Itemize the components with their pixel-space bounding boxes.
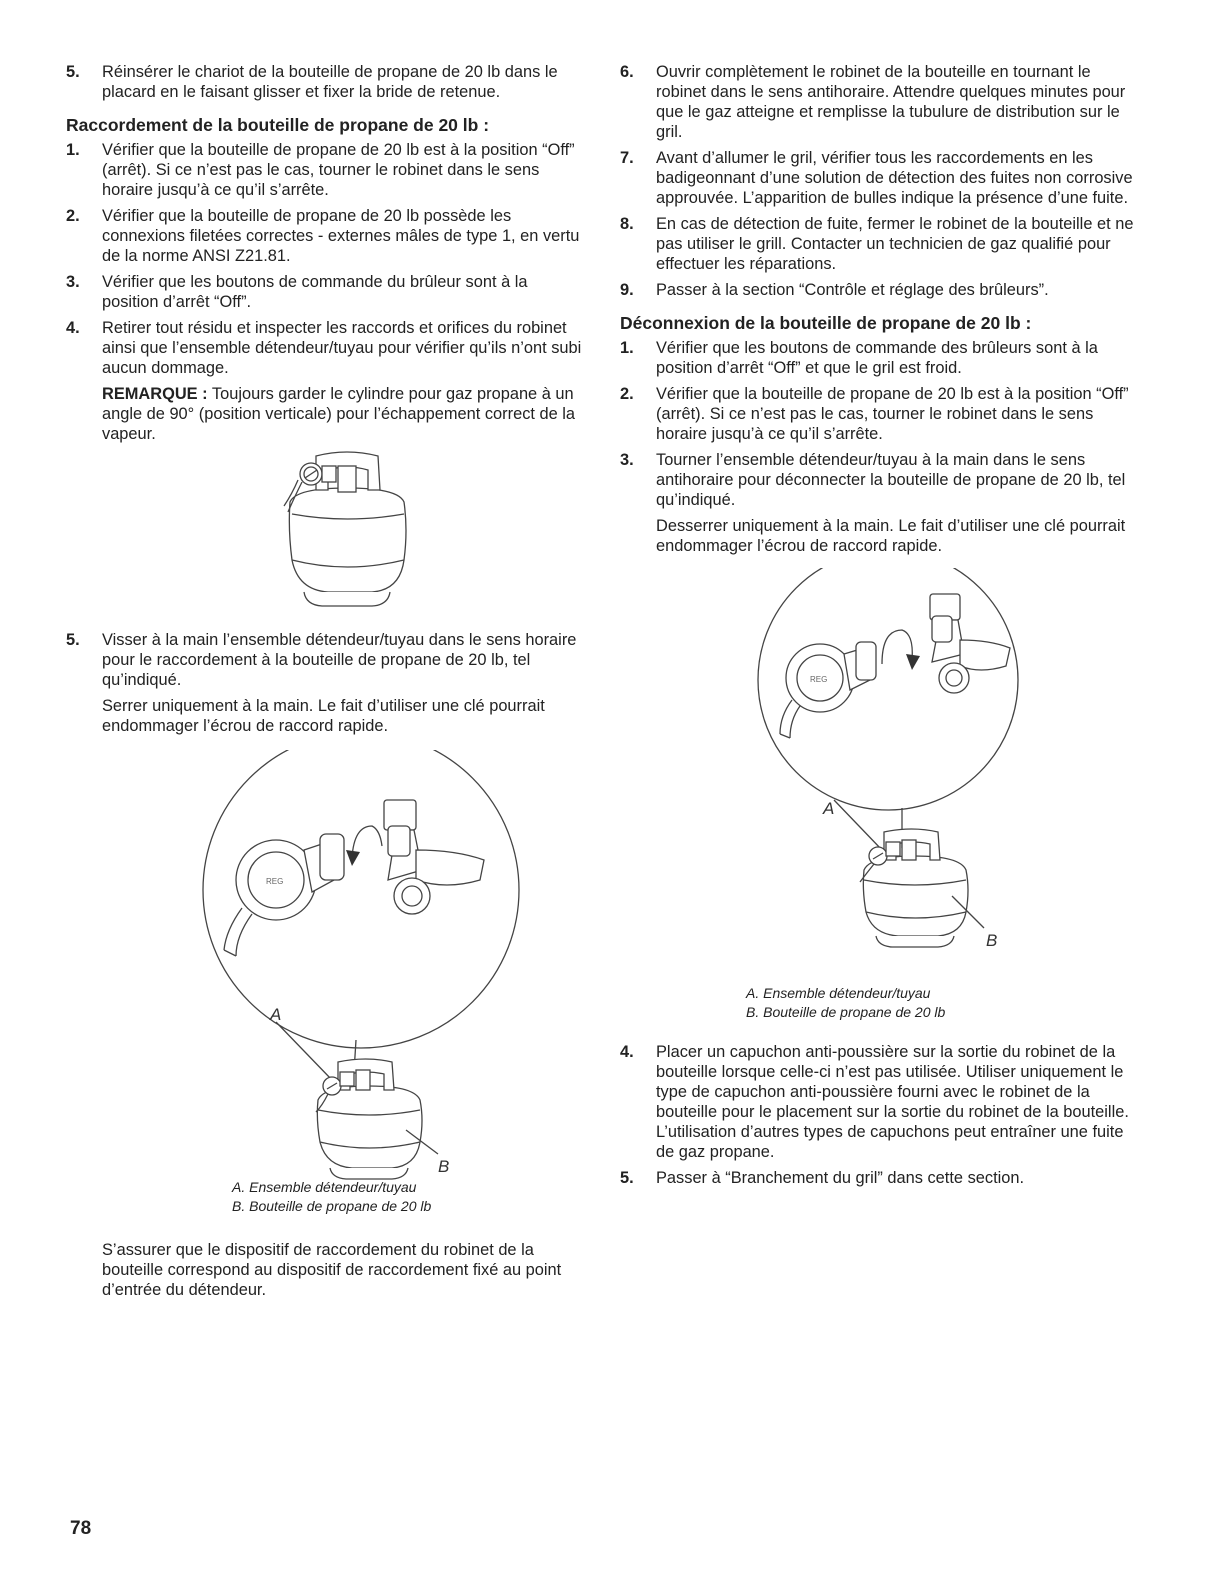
caption-a: A. Ensemble détendeur/tuyau: [746, 985, 931, 1001]
note-label: REMARQUE :: [102, 385, 208, 403]
disconnection-illustration: [620, 568, 1140, 988]
section-heading-disconnection: Déconnexion de la bouteille de propane de 20 lb :: [620, 313, 1032, 333]
step-number: 7.: [620, 149, 634, 167]
regulator-connection-icon: [66, 750, 586, 1180]
step-number: 3.: [620, 451, 634, 469]
list-item: [66, 206, 586, 266]
label-a: A: [823, 799, 835, 818]
step-number: 1.: [620, 339, 634, 357]
step-text: Visser à la main l’ensemble détendeur/tuyau dans le sens horaire pour le raccordement à la bouteille de propane de 20 lb, tel qu’indiqué.: [102, 631, 577, 689]
section-heading-connection: Raccordement de la bouteille de propane de 20 lb :: [66, 115, 490, 135]
list-item: [620, 384, 1140, 444]
caption-b: B. Bouteille de propane de 20 lb: [746, 1004, 946, 1020]
step-number: 4.: [620, 1043, 634, 1061]
connection-illustration: [66, 750, 586, 1180]
step-text: Avant d’allumer le gril, vérifier tous les raccordements en les badigeonnant d’une solution de détection des fuites non corrosive approuvée. L’apparition de bulles indique la présence d’une fuite.: [656, 149, 1133, 207]
step-text: Vérifier que la bouteille de propane de 20 lb possède les connexions filetées correctes - externes mâles de type 1, en vertu de la norme ANSI Z21.81.: [102, 207, 580, 265]
step-5-subtext: Serrer uniquement à la main. Le fait d’utiliser une clé pourrait endommager l’écrou de raccord rapide.: [102, 697, 545, 735]
svg-text:REG: REG: [266, 877, 284, 886]
step-5-connect: [66, 630, 586, 690]
list-item: [66, 140, 586, 200]
list-item: [66, 272, 586, 312]
list-item: [620, 1168, 1140, 1188]
list-item: [620, 338, 1140, 378]
step-number: 5.: [66, 631, 80, 649]
list-item: [620, 280, 1140, 300]
step-number: 8.: [620, 215, 634, 233]
step-text: Placer un capuchon anti-poussière sur la sortie du robinet de la bouteille lorsque celle-ci n’est pas utilisée. Utiliser uniquement le type de capuchon anti-poussière fourni avec le robinet de la bouteille pour le placement sur la sortie du robinet de la bouteille. L’utilisation d’autres types de capuchons peut entraîner une fuite de gaz propane.: [656, 1043, 1129, 1161]
step-number: 1.: [66, 141, 80, 159]
step-number: 5.: [66, 63, 80, 81]
propane-tank-icon: [66, 450, 586, 620]
caption-b: B. Bouteille de propane de 20 lb: [232, 1198, 432, 1214]
step-number: 9.: [620, 281, 634, 299]
label-a: A: [270, 1005, 282, 1024]
regulator-disconnection-icon: [620, 568, 1140, 988]
right-column: [620, 62, 1140, 1194]
step-text: Tourner l’ensemble détendeur/tuyau à la main dans le sens antihoraire pour déconnecter la bouteille de propane de 20 lb, tel qu’indiqué.: [656, 451, 1126, 509]
step-number: 4.: [66, 319, 80, 337]
page-number: 78: [70, 1518, 92, 1539]
step-text: En cas de détection de fuite, fermer le robinet de la bouteille et ne pas utiliser le grill. Contacter un technicien de gaz qualifié pour effectuer les réparations.: [656, 215, 1134, 273]
step-5-reinsert: [66, 62, 586, 102]
step-number: 2.: [66, 207, 80, 225]
caption-a: A. Ensemble détendeur/tuyau: [232, 1179, 417, 1195]
step-text: Vérifier que les boutons de commande du brûleur sont à la position d’arrêt “Off”.: [102, 273, 528, 311]
step-3-subtext: Desserrer uniquement à la main. Le fait d’utiliser une clé pourrait endommager l’écrou de raccord rapide.: [656, 517, 1126, 555]
figure-caption: [746, 984, 1140, 1022]
step-text: Passer à la section “Contrôle et réglage des brûleurs”.: [656, 281, 1049, 299]
note-text: Toujours garder le cylindre pour gaz propane à un angle de 90° (position verticale) pour l’échappement correct de la vapeur.: [102, 385, 576, 443]
closing-paragraph: S’assurer que le dispositif de raccordement du robinet de la bouteille correspond au dispositif de raccordement fixé au point d’entrée du détendeur.: [102, 1241, 562, 1299]
step-number: 3.: [66, 273, 80, 291]
left-column: [66, 62, 586, 1306]
step-text: Vérifier que la bouteille de propane de 20 lb est à la position “Off” (arrêt). Si ce n’est pas le cas, tourner le robinet dans le sens horaire jusqu’à ce qu’il s’arrête.: [656, 385, 1129, 443]
step-number: 5.: [620, 1169, 634, 1187]
note: [102, 384, 586, 444]
list-item: [66, 318, 586, 378]
list-item: [620, 214, 1140, 274]
step-text: Vérifier que la bouteille de propane de 20 lb est à la position “Off” (arrêt). Si ce n’est pas le cas, tourner le robinet dans le sens horaire jusqu’à ce qu’il s’arrête.: [102, 141, 575, 199]
tank-illustration-small: [66, 450, 586, 620]
list-item: [620, 450, 1140, 510]
step-text: Ouvrir complètement le robinet de la bouteille en tournant le robinet dans le sens antihoraire. Attendre quelques minutes pour que le gaz atteigne et remplisse la tubulure de distribution sur le gril.: [656, 63, 1126, 141]
list-item: [620, 1042, 1140, 1162]
step-number: 2.: [620, 385, 634, 403]
step-text: Réinsérer le chariot de la bouteille de propane de 20 lb dans le placard en le faisant glisser et fixer la bride de retenue.: [102, 63, 558, 101]
label-b: B: [438, 1157, 450, 1176]
figure-caption: [232, 1178, 586, 1216]
step-text: Retirer tout résidu et inspecter les raccords et orifices du robinet ainsi que l’ensemble détendeur/tuyau pour vérifier qu’ils n’ont subi aucun dommage.: [102, 319, 582, 377]
list-item: [620, 148, 1140, 208]
svg-text:REG: REG: [810, 675, 828, 684]
label-b: B: [986, 931, 998, 950]
step-number: 6.: [620, 63, 634, 81]
list-item: [620, 62, 1140, 142]
step-text: Vérifier que les boutons de commande des brûleurs sont à la position d’arrêt “Off” et que le gril est froid.: [656, 339, 1098, 377]
step-text: Passer à “Branchement du gril” dans cette section.: [656, 1169, 1025, 1187]
